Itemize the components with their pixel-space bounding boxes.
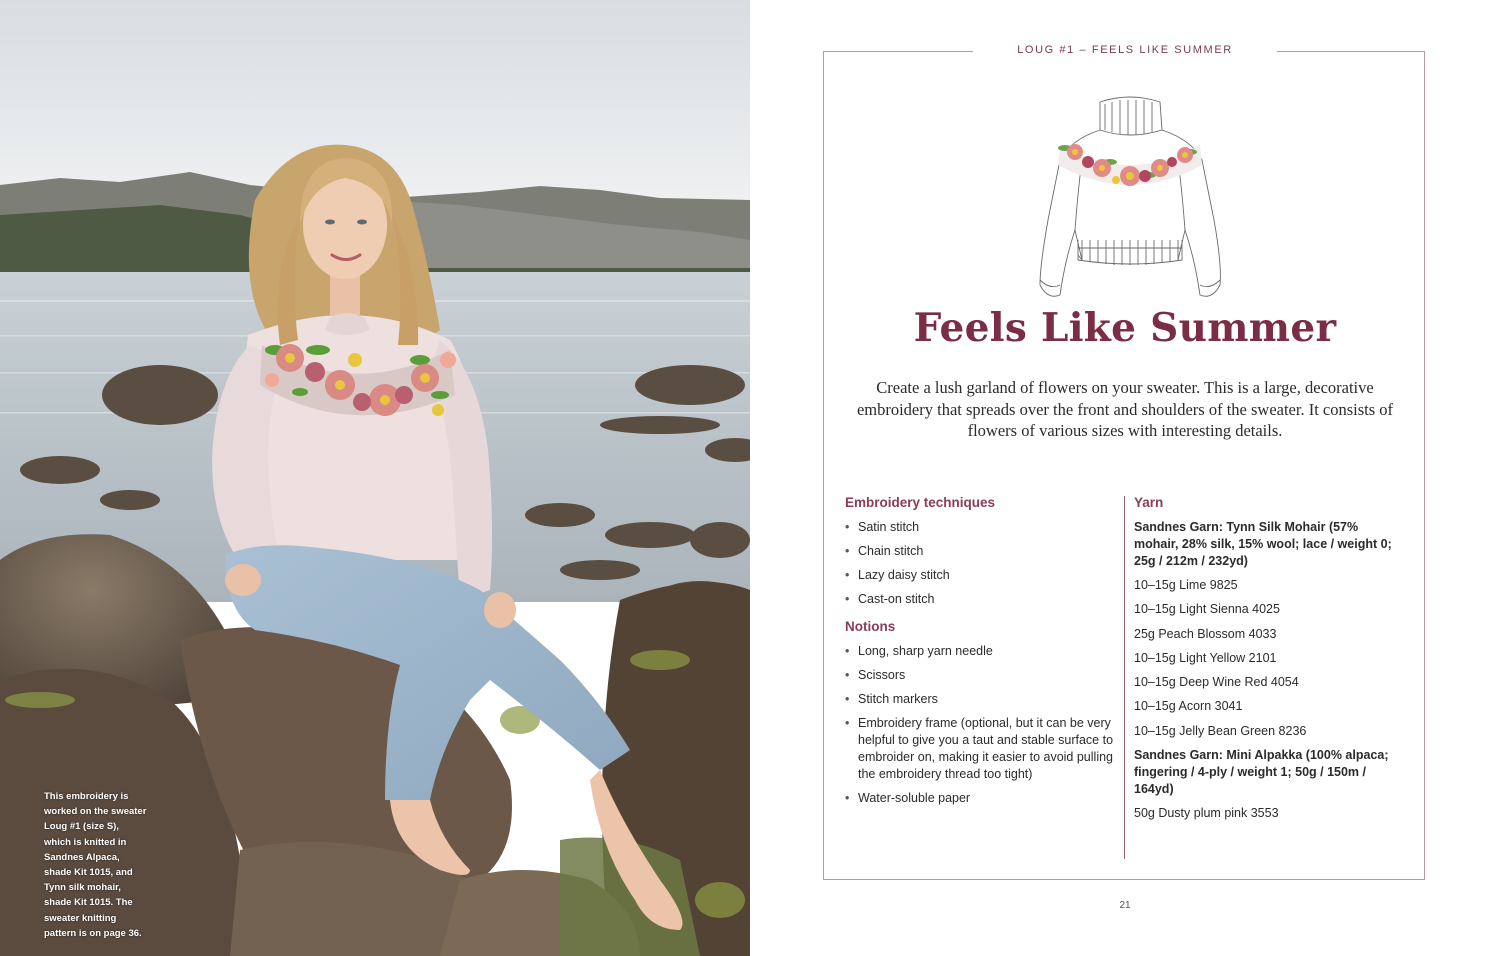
list-item: • Long, sharp yarn needle: [845, 644, 993, 658]
yarn-spec-1: Sandnes Garn: Tynn Silk Mohair (57% mohair, 28% silk, 15% wool; lace / weight 0; 25g / 212m / 232yd): [1134, 520, 1392, 568]
list-item-text: Water-soluble paper: [858, 791, 971, 805]
list-item: • Lazy daisy stitch: [845, 568, 950, 582]
yarn-heading: Yarn: [1134, 495, 1164, 510]
yarn-color: 25g Peach Blossom 4033: [1134, 626, 1277, 641]
list-item-text: Long, sharp yarn needle: [858, 644, 993, 658]
list-item-text: Chain stitch: [858, 544, 924, 558]
list-item: • Chain stitch: [845, 544, 924, 558]
yarn-spec-2: Sandnes Garn: Mini Alpakka (100% alpaca; fingering / 4-ply / weight 1; 50g / 150m / 164yd): [1134, 748, 1389, 797]
yarn-color: 10–15g Light Sienna 4025: [1134, 602, 1280, 617]
list-item: • Stitch markers: [845, 692, 938, 706]
list-item-text: Lazy daisy stitch: [858, 568, 950, 582]
techniques-list: [845, 519, 1117, 608]
list-item-text: Cast-on stitch: [858, 592, 935, 606]
list-item: • Scissors: [845, 668, 906, 682]
techniques-heading: Embroidery techniques: [845, 495, 996, 510]
list-item-text: Embroidery frame (optional, but it can be very helpful to give you a taut and stable surface to embroider on, making it easier to avoid pulling the embroidery thread too tight): [858, 716, 1114, 781]
list-item-text: Scissors: [858, 668, 906, 682]
yarn-color: 50g Dusty plum pink 3553: [1134, 806, 1279, 821]
page-title: Feels Like Summer: [913, 305, 1337, 351]
yarn-color: 10–15g Jelly Bean Green 8236: [1134, 723, 1307, 738]
list-item: • Cast-on stitch: [845, 592, 935, 606]
list-item-text: Stitch markers: [858, 692, 938, 706]
page-number: 21: [1119, 900, 1131, 911]
right-column: [1134, 494, 1404, 829]
intro-paragraph: Create a lush garland of flowers on your sweater. This is a large, decorative embroidery that spreads over the front and shoulders of the sweater. It consists of flowers of various sizes with interesting details.: [856, 378, 1394, 440]
yarn-color: 10–15g Light Yellow 2101: [1134, 650, 1277, 665]
notions-heading: Notions: [845, 619, 896, 634]
sweater-sketch: [1020, 90, 1240, 305]
yarn-color: 10–15g Lime 9825: [1134, 578, 1238, 592]
yarn-color: 10–15g Deep Wine Red 4054: [1134, 675, 1299, 690]
left-column: [845, 494, 1117, 817]
list-item: • Satin stitch: [845, 520, 920, 534]
notions-list: [845, 643, 1117, 807]
running-head: LOUG #1 – FEELS LIKE SUMMER: [1017, 44, 1233, 56]
list-item: • Water-soluble paper: [845, 791, 971, 805]
column-divider: [1124, 496, 1125, 859]
list-item: • Embroidery frame (optional, but it can be very helpful to give you a taut and stable surface to embroider on, making it easier to avoid pulling the embroidery thread too tight): [845, 716, 1114, 781]
photo-caption: This embroidery is worked on the sweater Loug #1 (size S), which is knitted in Sandnes Alpaca, shade Kit 1015, and Tynn silk mohair, shade Kit 1015. The sweater knitting pattern is on page 36.: [44, 791, 147, 939]
list-item-text: Satin stitch: [858, 520, 920, 534]
yarn-color: 10–15g Acorn 3041: [1134, 699, 1243, 714]
